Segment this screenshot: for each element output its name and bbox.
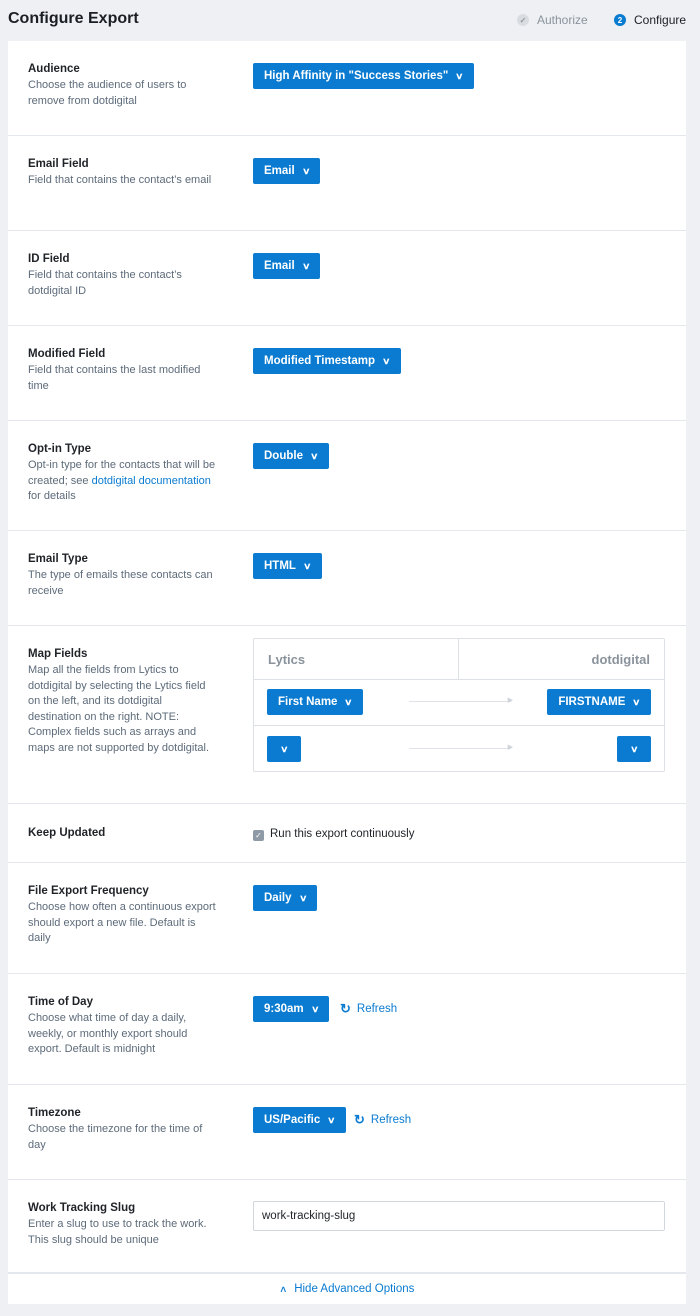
step-label: Authorize — [537, 13, 588, 27]
step-label: Configure — [634, 13, 687, 27]
dropdown-value: US/Pacific — [264, 1114, 321, 1126]
row-email-type — [8, 531, 686, 626]
dropdown-value: Double — [264, 450, 303, 462]
refresh-icon: ↻ — [340, 1001, 351, 1016]
row-work-tracking-slug — [8, 1180, 686, 1273]
step-number-badge: 2 — [614, 14, 626, 26]
field-description: Field that contains the contact’s email — [28, 174, 212, 186]
field-label: Modified Field — [28, 348, 106, 360]
field-description: Field that contains the contact’s dotdigital ID — [28, 269, 182, 297]
field-description — [28, 458, 218, 505]
field-label: Map Fields — [28, 648, 88, 660]
dropdown-value: Email — [264, 260, 295, 272]
chevron-down-icon: ∨ — [455, 70, 464, 81]
field-label: Audience — [28, 63, 80, 75]
field-label: Work Tracking Slug — [28, 1202, 136, 1214]
field-description: Map all the fields from Lytics to dotdigital by selecting the Lytics field on the left, and its dotdigital destination on the right. NOTE: Complex fields such as arrays and maps are not supported by dotdigital. — [28, 664, 210, 754]
field-description: Choose what time of day a daily, weekly, or monthly export should export. Default is midnight — [28, 1012, 188, 1055]
field-map-row — [254, 726, 664, 772]
chevron-down-icon: ∨ — [302, 560, 312, 571]
column-header-dotdigital: dotdigital — [591, 652, 650, 667]
id-field-dropdown[interactable] — [253, 253, 320, 279]
row-file-export-frequency — [8, 863, 686, 974]
dropdown-value: First Name — [278, 696, 338, 708]
page-title: Configure Export — [8, 10, 139, 27]
field-description: Enter a slug to use to track the work. This slug should be unique — [28, 1218, 207, 1246]
lytics-field-dropdown[interactable] — [267, 689, 363, 715]
checkbox-label[interactable]: Run this export continuously — [270, 828, 415, 840]
hide-advanced-options-label: Hide Advanced Options — [294, 1283, 415, 1295]
row-keep-updated — [8, 804, 686, 863]
chevron-up-icon: ∧ — [278, 1283, 288, 1294]
chevron-down-icon: ∨ — [344, 696, 354, 707]
timezone-refresh-button[interactable] — [354, 1112, 411, 1128]
row-map-fields — [8, 626, 686, 804]
chevron-down-icon: ∨ — [279, 743, 289, 754]
step-configure[interactable] — [614, 13, 686, 27]
chevron-down-icon: ∨ — [310, 1003, 320, 1014]
hide-advanced-options-button[interactable] — [8, 1273, 686, 1304]
row-audience — [8, 41, 686, 136]
field-description: The type of emails these contacts can receive — [28, 569, 213, 597]
dropdown-value: Modified Timestamp — [264, 355, 375, 367]
work-tracking-slug-input[interactable]: work-tracking-slug — [253, 1201, 665, 1231]
email-field-dropdown[interactable] — [253, 158, 320, 184]
field-label: Keep Updated — [28, 827, 106, 839]
chevron-down-icon: ∨ — [632, 696, 641, 707]
page-header — [0, 0, 700, 40]
time-of-day-refresh-button[interactable] — [340, 1001, 397, 1017]
config-panel — [8, 41, 686, 1304]
step-authorize[interactable] — [517, 13, 588, 27]
audience-dropdown[interactable] — [253, 63, 474, 89]
optin-type-dropdown[interactable] — [253, 443, 329, 469]
dotdigital-field-dropdown[interactable] — [547, 689, 651, 715]
row-timezone — [8, 1085, 686, 1180]
dotdigital-field-dropdown-empty[interactable] — [617, 736, 651, 762]
field-label: Email Type — [28, 553, 88, 565]
row-time-of-day — [8, 974, 686, 1085]
row-optin-type — [8, 421, 686, 531]
row-email-field — [8, 136, 686, 231]
dropdown-value: FIRSTNAME — [558, 696, 626, 708]
field-map-row — [254, 679, 664, 726]
dropdown-value: HTML — [264, 560, 296, 572]
row-id-field — [8, 231, 686, 326]
arrow-right-icon: ▶ — [409, 748, 511, 749]
field-label: ID Field — [28, 253, 70, 265]
column-header-lytics: Lytics — [268, 652, 306, 667]
refresh-icon: ↻ — [354, 1112, 365, 1127]
chevron-down-icon: ∨ — [381, 355, 391, 366]
modified-field-dropdown[interactable] — [253, 348, 401, 374]
chevron-down-icon: ∨ — [629, 743, 639, 754]
run-continuously-checkbox[interactable]: ✓ — [253, 830, 264, 841]
desc-text: Opt-in type for the contacts that will be created; see — [28, 459, 216, 487]
field-description: Field that contains the last modified time — [28, 364, 201, 392]
chevron-down-icon: ∨ — [327, 1114, 336, 1125]
field-label: File Export Frequency — [28, 885, 149, 897]
row-modified-field — [8, 326, 686, 421]
field-label: Timezone — [28, 1107, 81, 1119]
file-export-frequency-dropdown[interactable] — [253, 885, 317, 911]
chevron-down-icon: ∨ — [301, 165, 311, 176]
desc-text: for details — [28, 490, 76, 502]
refresh-label: Refresh — [370, 1114, 412, 1126]
time-of-day-dropdown[interactable] — [253, 996, 329, 1022]
field-description: Choose the timezone for the time of day — [28, 1123, 203, 1151]
check-icon: ✓ — [517, 14, 529, 26]
lytics-field-dropdown-empty[interactable] — [267, 736, 301, 762]
dropdown-value: 9:30am — [264, 1003, 304, 1015]
chevron-down-icon: ∨ — [309, 450, 319, 461]
refresh-label: Refresh — [356, 1003, 398, 1015]
chevron-down-icon: ∨ — [301, 260, 311, 271]
email-type-dropdown[interactable] — [253, 553, 322, 579]
field-description: Choose the audience of users to remove from dotdigital — [28, 79, 187, 107]
field-label: Time of Day — [28, 996, 93, 1008]
column-divider — [458, 639, 459, 679]
arrow-right-icon: ▶ — [409, 701, 511, 702]
dotdigital-documentation-link[interactable]: dotdigital documentation — [91, 474, 211, 487]
dropdown-value: Email — [264, 165, 295, 177]
field-description: Choose how often a continuous export should export a new file. Default is daily — [28, 901, 216, 944]
field-map-table — [253, 638, 665, 772]
chevron-down-icon: ∨ — [298, 892, 308, 903]
field-label: Email Field — [28, 158, 89, 170]
dropdown-value: High Affinity in "Success Stories" — [264, 70, 449, 82]
field-map-header — [254, 639, 664, 680]
field-label: Opt-in Type — [28, 443, 92, 455]
timezone-dropdown[interactable] — [253, 1107, 346, 1133]
dropdown-value: Daily — [264, 892, 292, 904]
